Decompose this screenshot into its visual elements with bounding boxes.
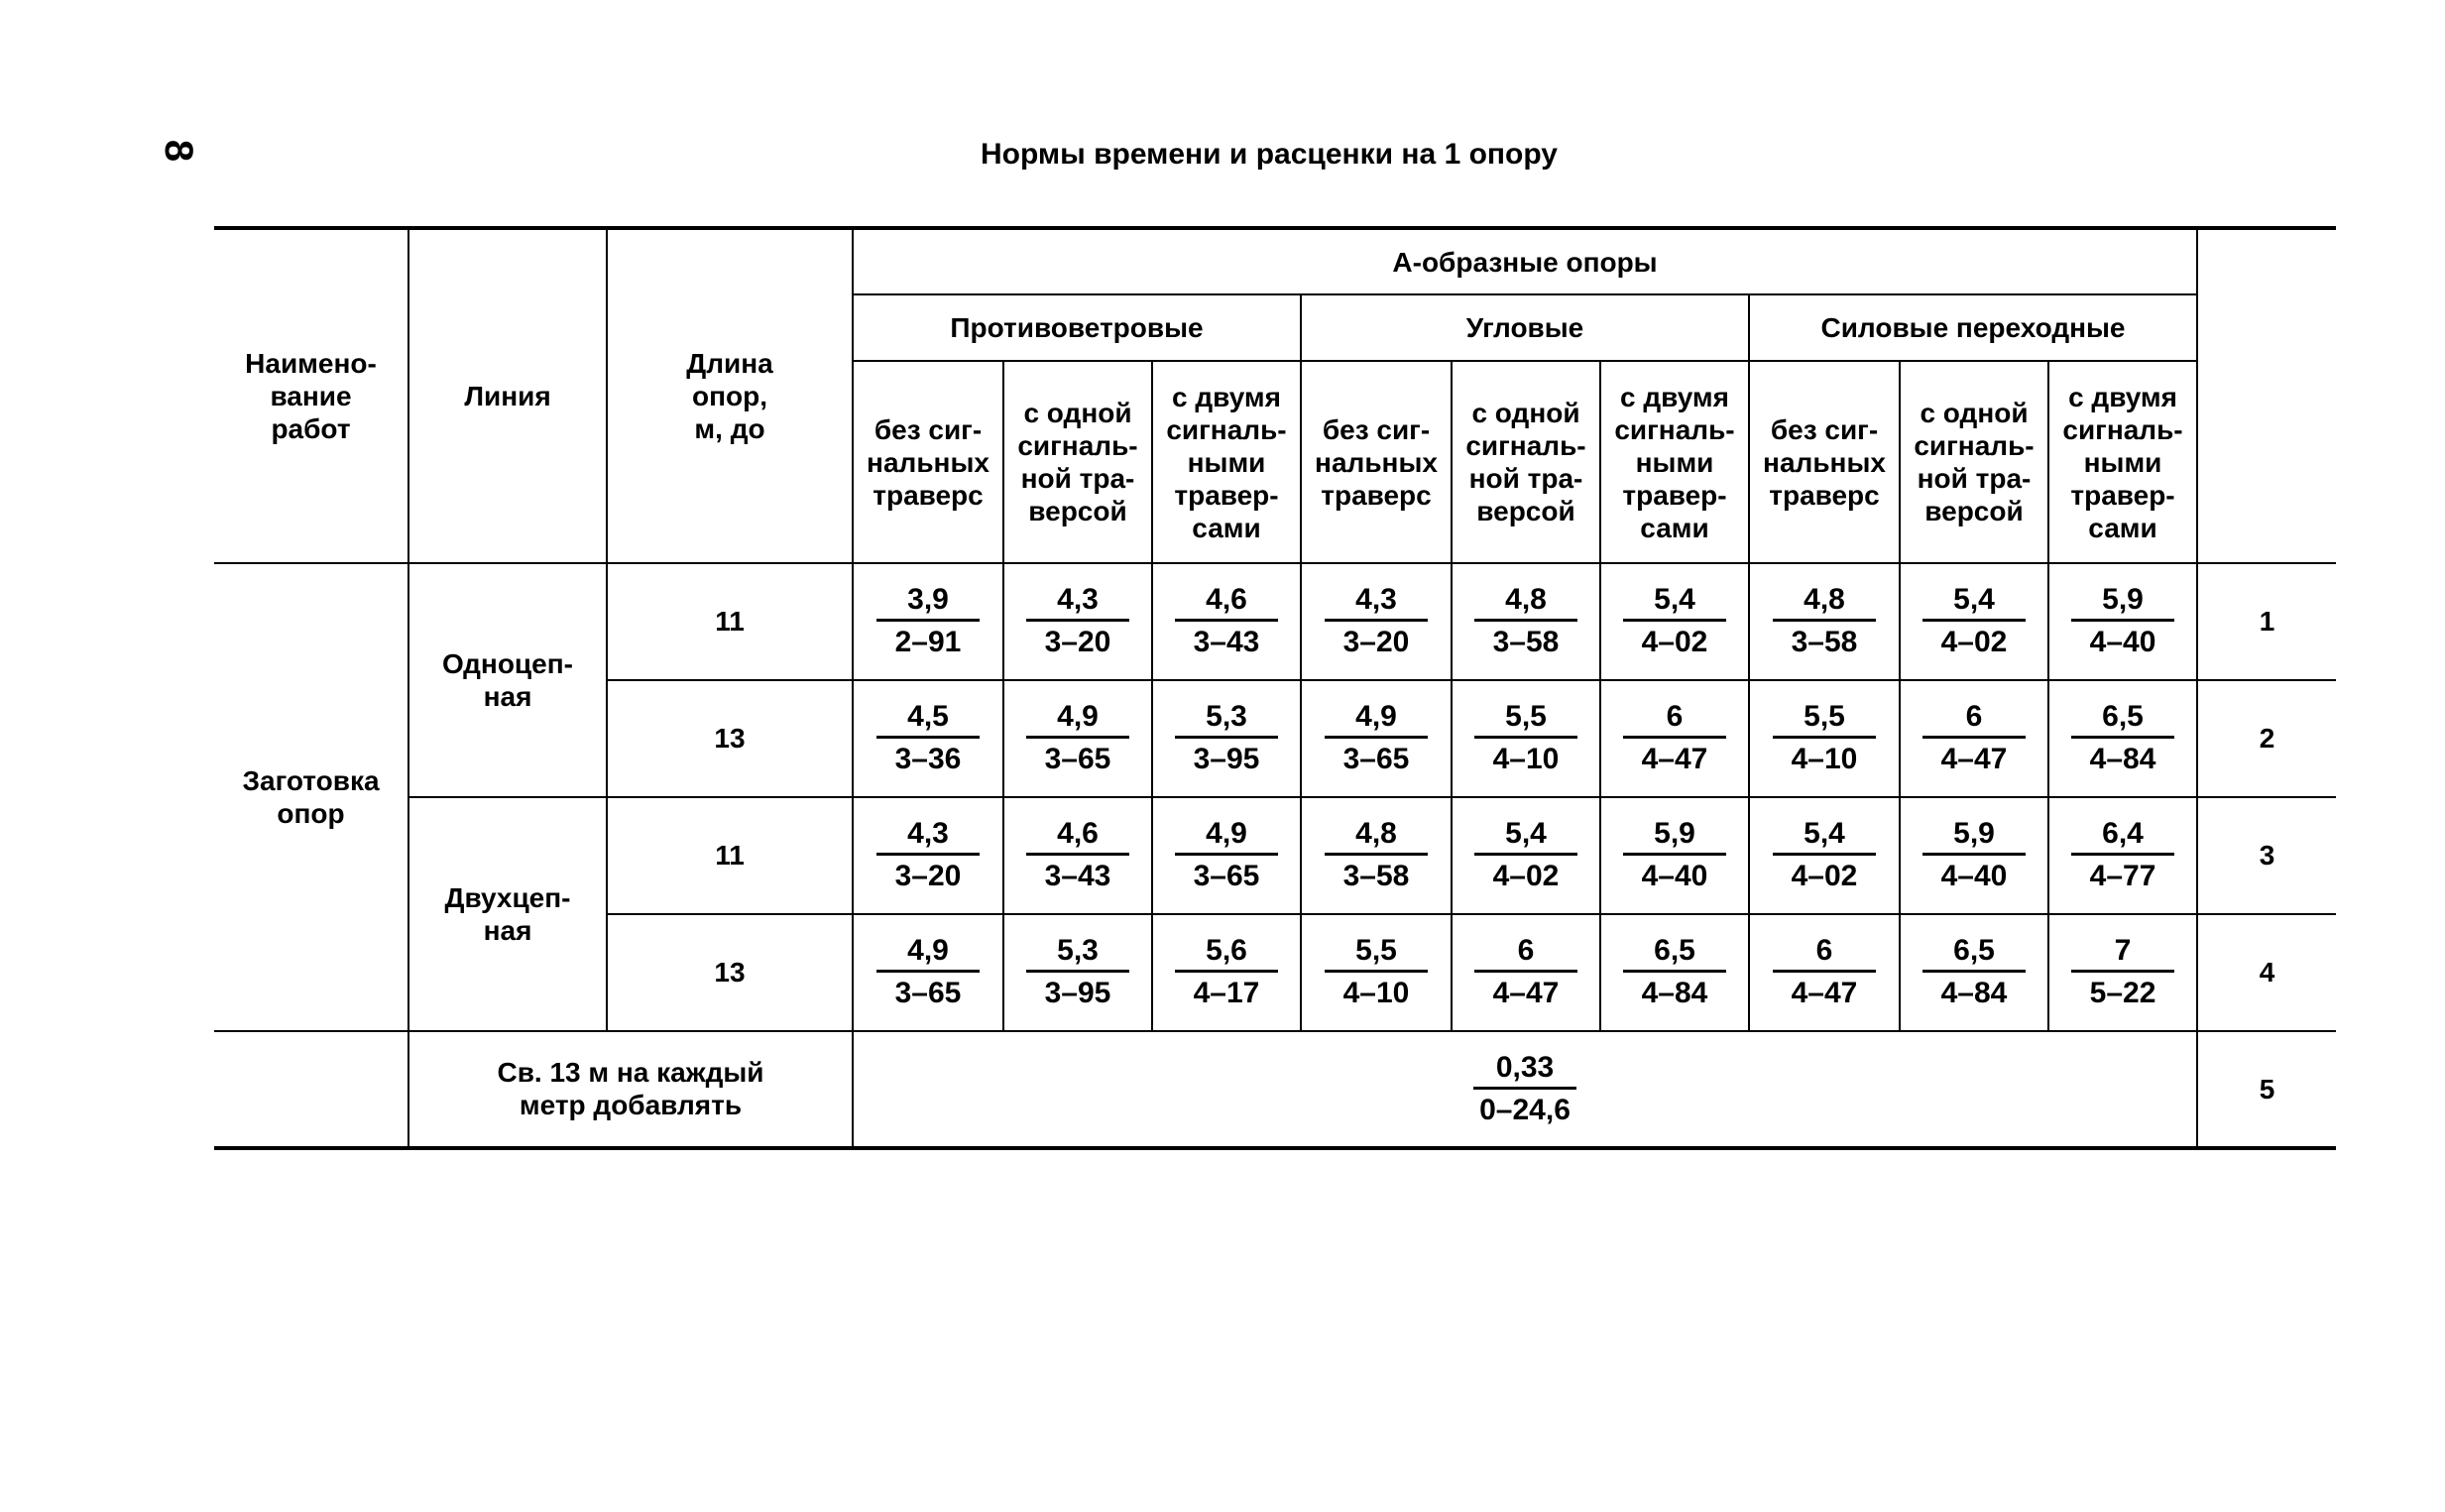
time-norm: 3,9 bbox=[876, 583, 980, 622]
rate-value: 3–65 bbox=[1342, 743, 1410, 776]
rate-value: 4–02 bbox=[1492, 860, 1560, 893]
time-norm: 5,4 bbox=[1623, 583, 1726, 622]
rate-value: 4–47 bbox=[1791, 977, 1858, 1010]
page-title: Нормы времени и расценки на 1 опору bbox=[981, 138, 1558, 171]
norm-cell bbox=[853, 680, 1003, 797]
norm-cell bbox=[1452, 797, 1600, 914]
norm-cell bbox=[1749, 680, 1900, 797]
table-row bbox=[214, 797, 2336, 914]
time-norm: 4,5 bbox=[876, 700, 980, 739]
header-windproof: Противоветровые bbox=[853, 294, 1301, 361]
time-norm: 5,6 bbox=[1175, 934, 1278, 973]
header-work-name: Наимено- вание работ bbox=[214, 228, 408, 563]
header-a-frame-supports: А-образные опоры bbox=[853, 228, 2197, 294]
rate-value: 3–43 bbox=[1044, 860, 1111, 893]
norm-cell bbox=[2048, 680, 2197, 797]
time-norm: 5,3 bbox=[1175, 700, 1278, 739]
norm-cell bbox=[1900, 563, 2048, 680]
norm-cell bbox=[1152, 680, 1301, 797]
page-number: 8 bbox=[157, 139, 200, 163]
rate-value: 3–20 bbox=[894, 860, 962, 893]
norm-cell bbox=[1003, 797, 1152, 914]
time-norm: 5,5 bbox=[1325, 934, 1428, 973]
rate-value: 2–91 bbox=[894, 626, 962, 659]
row-number: 4 bbox=[2197, 914, 2336, 1031]
time-norm: 4,8 bbox=[1773, 583, 1876, 622]
norm-cell bbox=[1600, 680, 1749, 797]
norm-cell bbox=[1152, 797, 1301, 914]
table-row bbox=[214, 563, 2336, 680]
work-name-cell: Заготовка опор bbox=[214, 563, 408, 1031]
rate-value: 4–40 bbox=[2089, 626, 2156, 659]
time-norm: 5,3 bbox=[1026, 934, 1129, 973]
rate-value: 3–65 bbox=[894, 977, 962, 1010]
time-norm: 7 bbox=[2071, 934, 2174, 973]
time-norm: 5,9 bbox=[1922, 817, 2026, 856]
time-norm: 4,9 bbox=[1026, 700, 1129, 739]
rate-value: 4–84 bbox=[2089, 743, 2156, 776]
table-row-extra bbox=[214, 1031, 2336, 1148]
norms-table bbox=[214, 226, 2336, 1150]
rate-value: 3–20 bbox=[1342, 626, 1410, 659]
row-number: 5 bbox=[2197, 1031, 2336, 1148]
rate-value: 3–65 bbox=[1193, 860, 1260, 893]
rate-value: 3–58 bbox=[1342, 860, 1410, 893]
time-norm: 4,3 bbox=[1026, 583, 1129, 622]
length-cell: 13 bbox=[607, 680, 853, 797]
norm-cell bbox=[1900, 914, 2048, 1031]
norm-cell bbox=[853, 914, 1003, 1031]
header-column: с одной сигналь- ной тра- версой bbox=[1900, 361, 2048, 563]
extra-per-meter-cell bbox=[853, 1031, 2197, 1148]
time-norm: 4,8 bbox=[1474, 583, 1577, 622]
norm-cell bbox=[1452, 914, 1600, 1031]
norm-cell bbox=[1749, 797, 1900, 914]
header-column: без сиг- нальных траверс bbox=[853, 361, 1003, 563]
time-norm: 5,5 bbox=[1773, 700, 1876, 739]
rate-value: 3–95 bbox=[1044, 977, 1111, 1010]
rate-value: 4–84 bbox=[1641, 977, 1708, 1010]
rate-value: 4–84 bbox=[1940, 977, 2008, 1010]
header-column: без сиг- нальных траверс bbox=[1749, 361, 1900, 563]
header-column: с двумя сигналь- ными травер- сами bbox=[1600, 361, 1749, 563]
norm-cell bbox=[1900, 680, 2048, 797]
header-row-number bbox=[2197, 228, 2336, 563]
rate-value: 3–20 bbox=[1044, 626, 1111, 659]
line-type-single-circuit: Одноцеп- ная bbox=[408, 563, 607, 797]
norm-cell bbox=[1600, 797, 1749, 914]
extra-per-meter-label: Св. 13 м на каждый метр добавлять bbox=[408, 1031, 853, 1148]
time-norm: 5,4 bbox=[1474, 817, 1577, 856]
norm-cell bbox=[1749, 914, 1900, 1031]
time-norm: 6,5 bbox=[2071, 700, 2174, 739]
time-norm: 4,3 bbox=[1325, 583, 1428, 622]
time-norm: 6,4 bbox=[2071, 817, 2174, 856]
rate-value: 4–40 bbox=[1641, 860, 1708, 893]
rate-value: 3–58 bbox=[1791, 626, 1858, 659]
norm-cell bbox=[1749, 563, 1900, 680]
header-column: с двумя сигналь- ными травер- сами bbox=[1152, 361, 1301, 563]
time-norm: 4,8 bbox=[1325, 817, 1428, 856]
time-norm: 5,9 bbox=[1623, 817, 1726, 856]
time-norm: 6 bbox=[1922, 700, 2026, 739]
rate-value: 4–10 bbox=[1791, 743, 1858, 776]
row-number: 2 bbox=[2197, 680, 2336, 797]
rate-value: 4–17 bbox=[1193, 977, 1260, 1010]
rate-value: 4–10 bbox=[1492, 743, 1560, 776]
rate-value: 4–02 bbox=[1940, 626, 2008, 659]
header-column: с двумя сигналь- ными травер- сами bbox=[2048, 361, 2197, 563]
rate-value: 4–10 bbox=[1342, 977, 1410, 1010]
header-column: без сиг- нальных траверс bbox=[1301, 361, 1452, 563]
time-norm: 5,4 bbox=[1922, 583, 2026, 622]
norm-cell bbox=[2048, 914, 2197, 1031]
row-number: 3 bbox=[2197, 797, 2336, 914]
time-norm: 4,9 bbox=[1325, 700, 1428, 739]
rate-value: 4–47 bbox=[1492, 977, 1560, 1010]
header-line: Линия bbox=[408, 228, 607, 563]
rate-value: 5–22 bbox=[2089, 977, 2156, 1010]
header-column: с одной сигналь- ной тра- версой bbox=[1003, 361, 1152, 563]
norm-cell bbox=[1301, 797, 1452, 914]
norm-cell bbox=[1452, 680, 1600, 797]
time-norm: 5,4 bbox=[1773, 817, 1876, 856]
rate-value: 4–02 bbox=[1641, 626, 1708, 659]
rate-value: 4–77 bbox=[2089, 860, 2156, 893]
norm-cell bbox=[1900, 797, 2048, 914]
time-norm: 5,5 bbox=[1474, 700, 1577, 739]
norm-cell bbox=[1301, 563, 1452, 680]
time-norm: 4,9 bbox=[1175, 817, 1278, 856]
time-norm: 0,33 bbox=[1473, 1051, 1576, 1090]
norm-cell bbox=[853, 563, 1003, 680]
empty-cell bbox=[214, 1031, 408, 1148]
time-norm: 6 bbox=[1623, 700, 1726, 739]
time-norm: 6 bbox=[1773, 934, 1876, 973]
norm-cell bbox=[1003, 563, 1152, 680]
time-norm: 5,9 bbox=[2071, 583, 2174, 622]
row-number: 1 bbox=[2197, 563, 2336, 680]
rate-value: 4–47 bbox=[1641, 743, 1708, 776]
time-norm: 4,6 bbox=[1175, 583, 1278, 622]
length-cell: 13 bbox=[607, 914, 853, 1031]
time-norm: 4,9 bbox=[876, 934, 980, 973]
norm-cell bbox=[2048, 563, 2197, 680]
rate-value: 4–40 bbox=[1940, 860, 2008, 893]
header-row-group bbox=[214, 228, 2336, 294]
norm-cell bbox=[1152, 914, 1301, 1031]
header-length: Длина опор, м, до bbox=[607, 228, 853, 563]
norm-cell bbox=[1452, 563, 1600, 680]
rate-value: 4–02 bbox=[1791, 860, 1858, 893]
time-norm: 4,3 bbox=[876, 817, 980, 856]
rate-value: 0–24,6 bbox=[1479, 1093, 1571, 1126]
norm-cell bbox=[1152, 563, 1301, 680]
rate-value: 3–43 bbox=[1193, 626, 1260, 659]
header-angular: Угловые bbox=[1301, 294, 1749, 361]
time-norm: 6,5 bbox=[1623, 934, 1726, 973]
norm-cell bbox=[1003, 914, 1152, 1031]
norm-cell bbox=[1600, 563, 1749, 680]
header-power-crossing: Силовые переходные bbox=[1749, 294, 2197, 361]
length-cell: 11 bbox=[607, 797, 853, 914]
norm-cell bbox=[2048, 797, 2197, 914]
norm-cell bbox=[1301, 914, 1452, 1031]
norm-cell bbox=[853, 797, 1003, 914]
rate-value: 4–47 bbox=[1940, 743, 2008, 776]
line-type-double-circuit: Двухцеп- ная bbox=[408, 797, 607, 1031]
norm-cell bbox=[1003, 680, 1152, 797]
rate-value: 3–65 bbox=[1044, 743, 1111, 776]
norm-cell bbox=[1600, 914, 1749, 1031]
rate-value: 3–58 bbox=[1492, 626, 1560, 659]
time-norm: 4,6 bbox=[1026, 817, 1129, 856]
length-cell: 11 bbox=[607, 563, 853, 680]
time-norm: 6,5 bbox=[1922, 934, 2026, 973]
time-norm: 6 bbox=[1474, 934, 1577, 973]
rate-value: 3–36 bbox=[894, 743, 962, 776]
rate-value: 3–95 bbox=[1193, 743, 1260, 776]
header-column: с одной сигналь- ной тра- версой bbox=[1452, 361, 1600, 563]
norm-cell bbox=[1301, 680, 1452, 797]
